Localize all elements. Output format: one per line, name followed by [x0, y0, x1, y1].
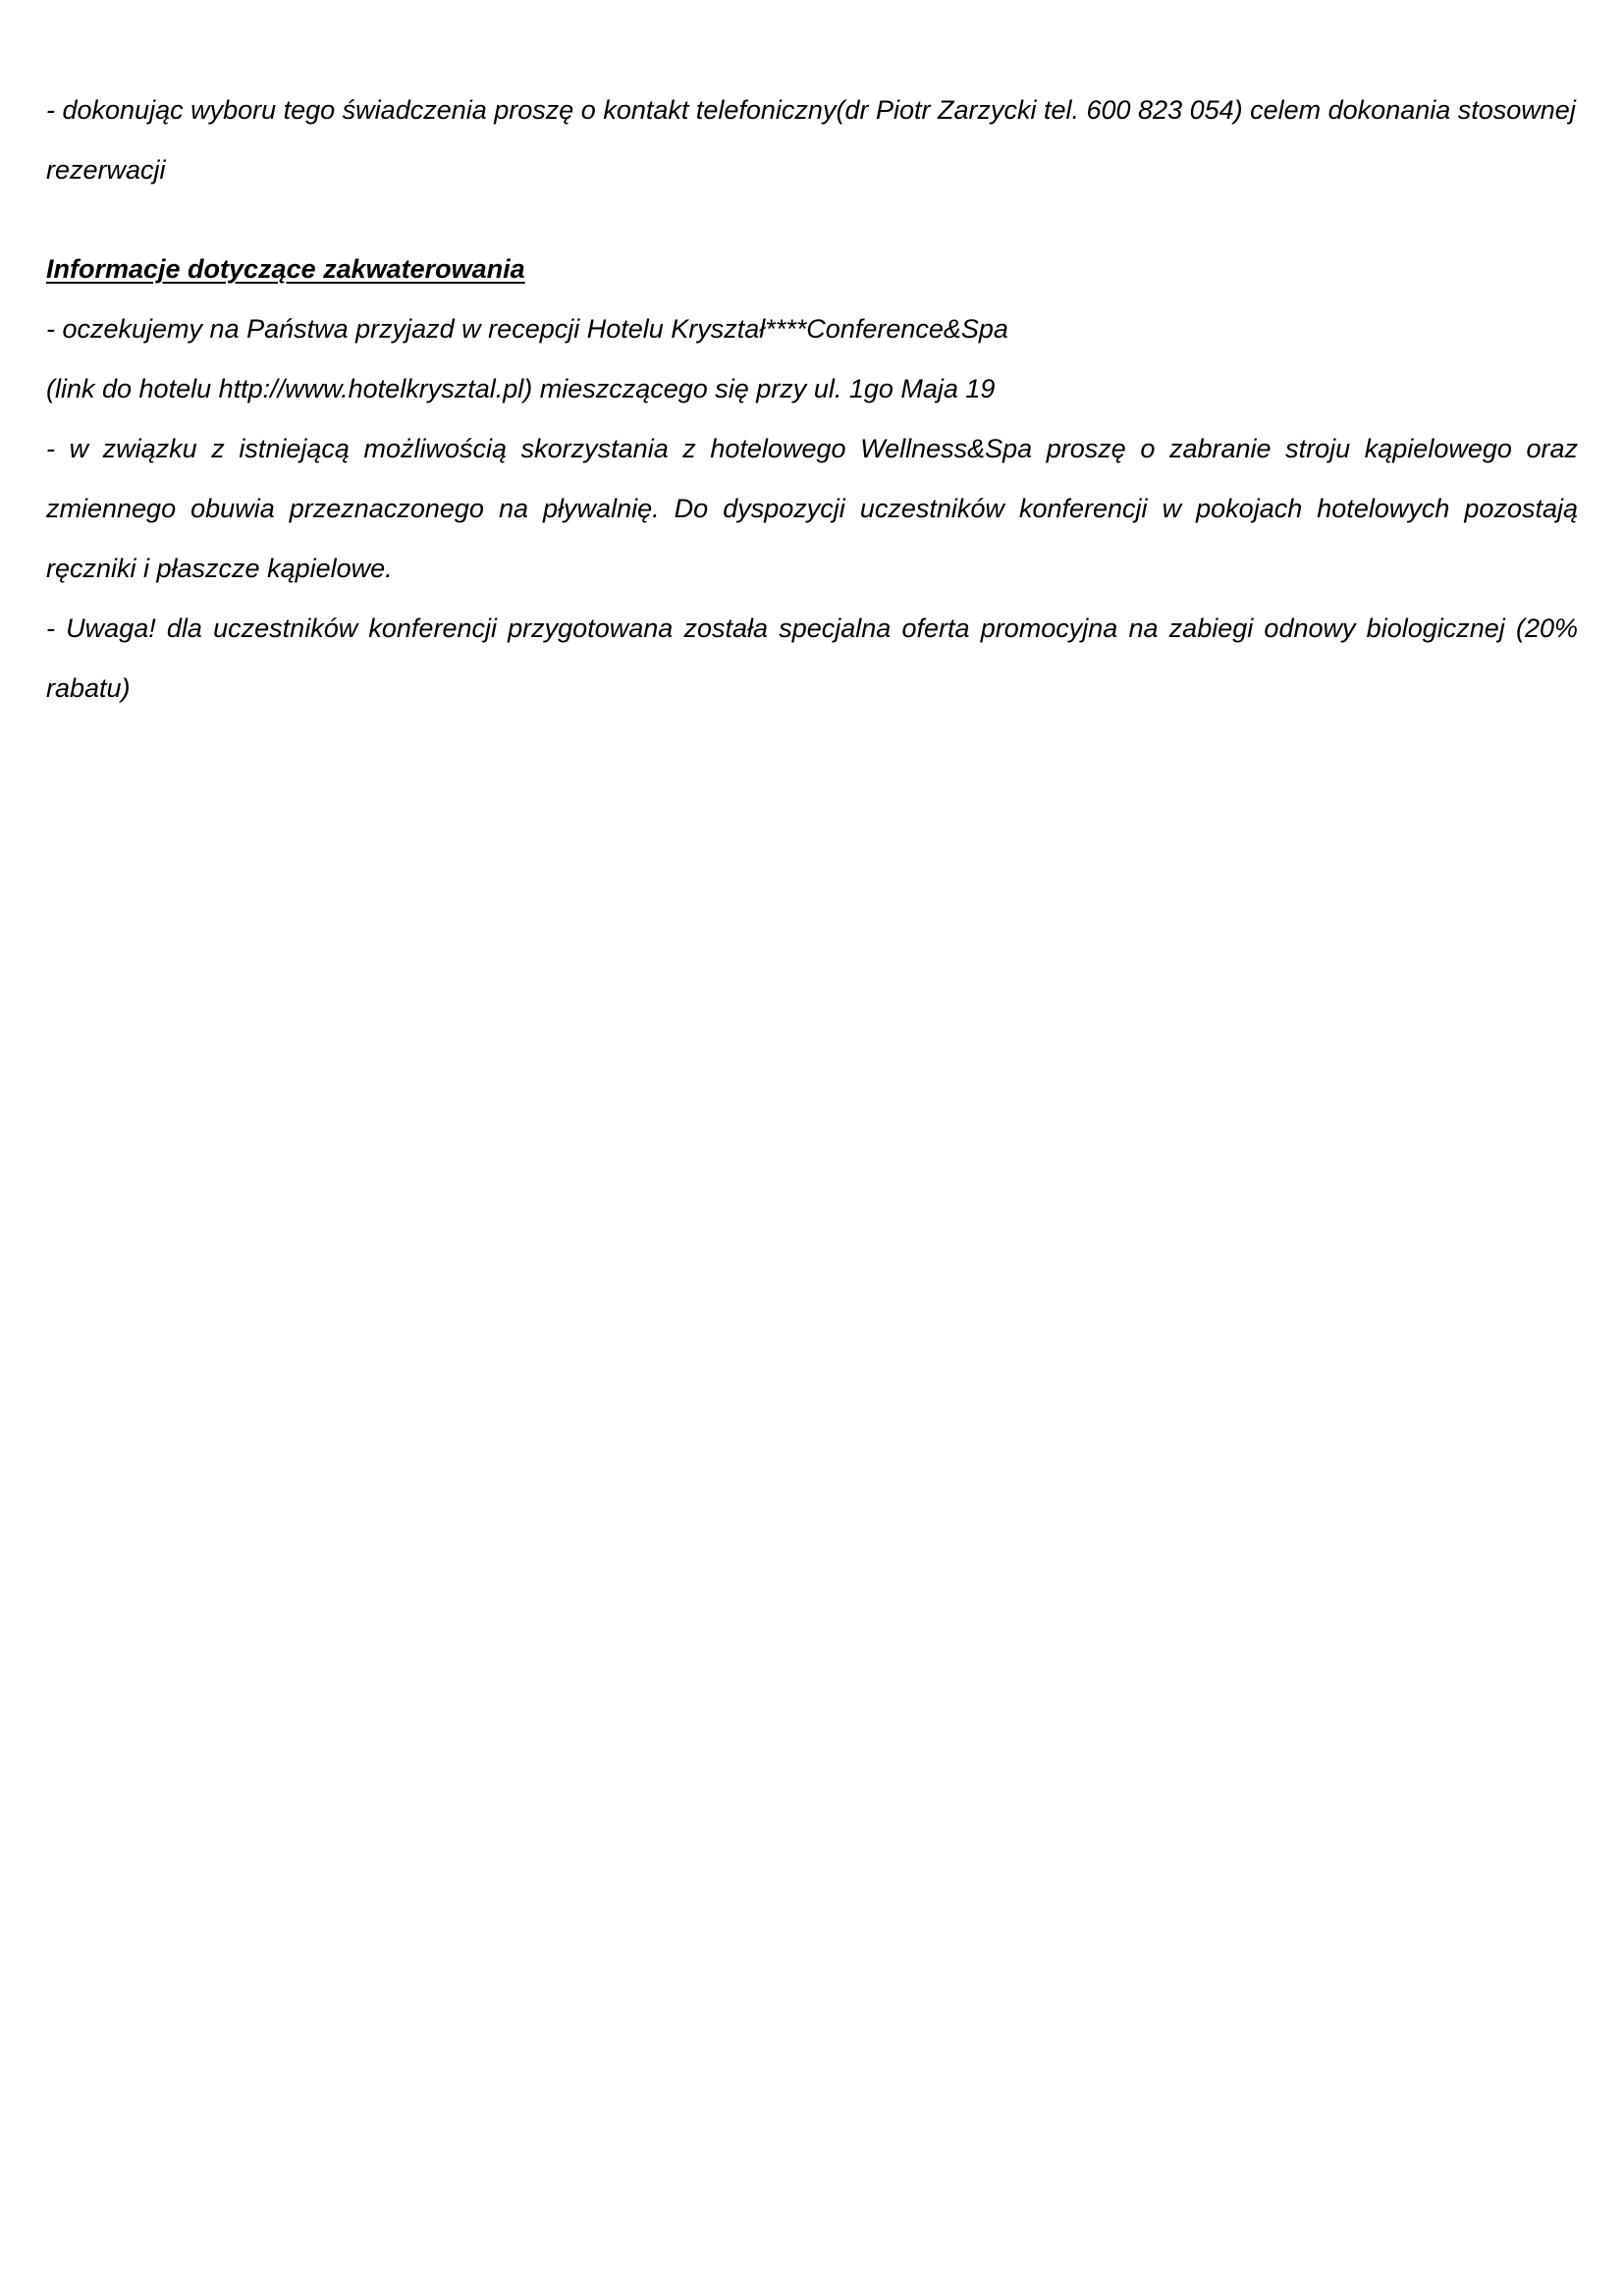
- arrival-line-1: - oczekujemy na Państwa przyjazd w recepcji Hotelu Kryształ****Conference&Spa: [46, 314, 1008, 344]
- document-body: [46, 80, 1578, 719]
- wellness-paragraph: - w związku z istniejącą możliwością skorzystania z hotelowego Wellness&Spa proszę o zabranie stroju kąpielowego oraz zmiennego obuwia przeznaczonego na pływalnię. Do dyspozycji uczestników konferencji w pokojach hotelowych pozostają ręczniki i płaszcze kąpielowe.: [46, 434, 1578, 583]
- section-heading: Informacje dotyczące zakwaterowania: [46, 254, 525, 284]
- paragraph-spacer: [46, 200, 1578, 240]
- intro-paragraph: - dokonując wyboru tego świadczenia proszę o kontakt telefoniczny(dr Piotr Zarzycki tel. 600 823 054) celem dokonania stosownej rezerwacji: [46, 95, 1576, 185]
- arrival-line-2: (link do hotelu http://www.hotelkrysztal.pl) mieszczącego się przy ul. 1go Maja 19: [46, 374, 996, 403]
- promo-paragraph: - Uwaga! dla uczestników konferencji przygotowana została specjalna oferta promocyjna na zabiegi odnowy biologicznej (20% rabatu): [46, 614, 1578, 703]
